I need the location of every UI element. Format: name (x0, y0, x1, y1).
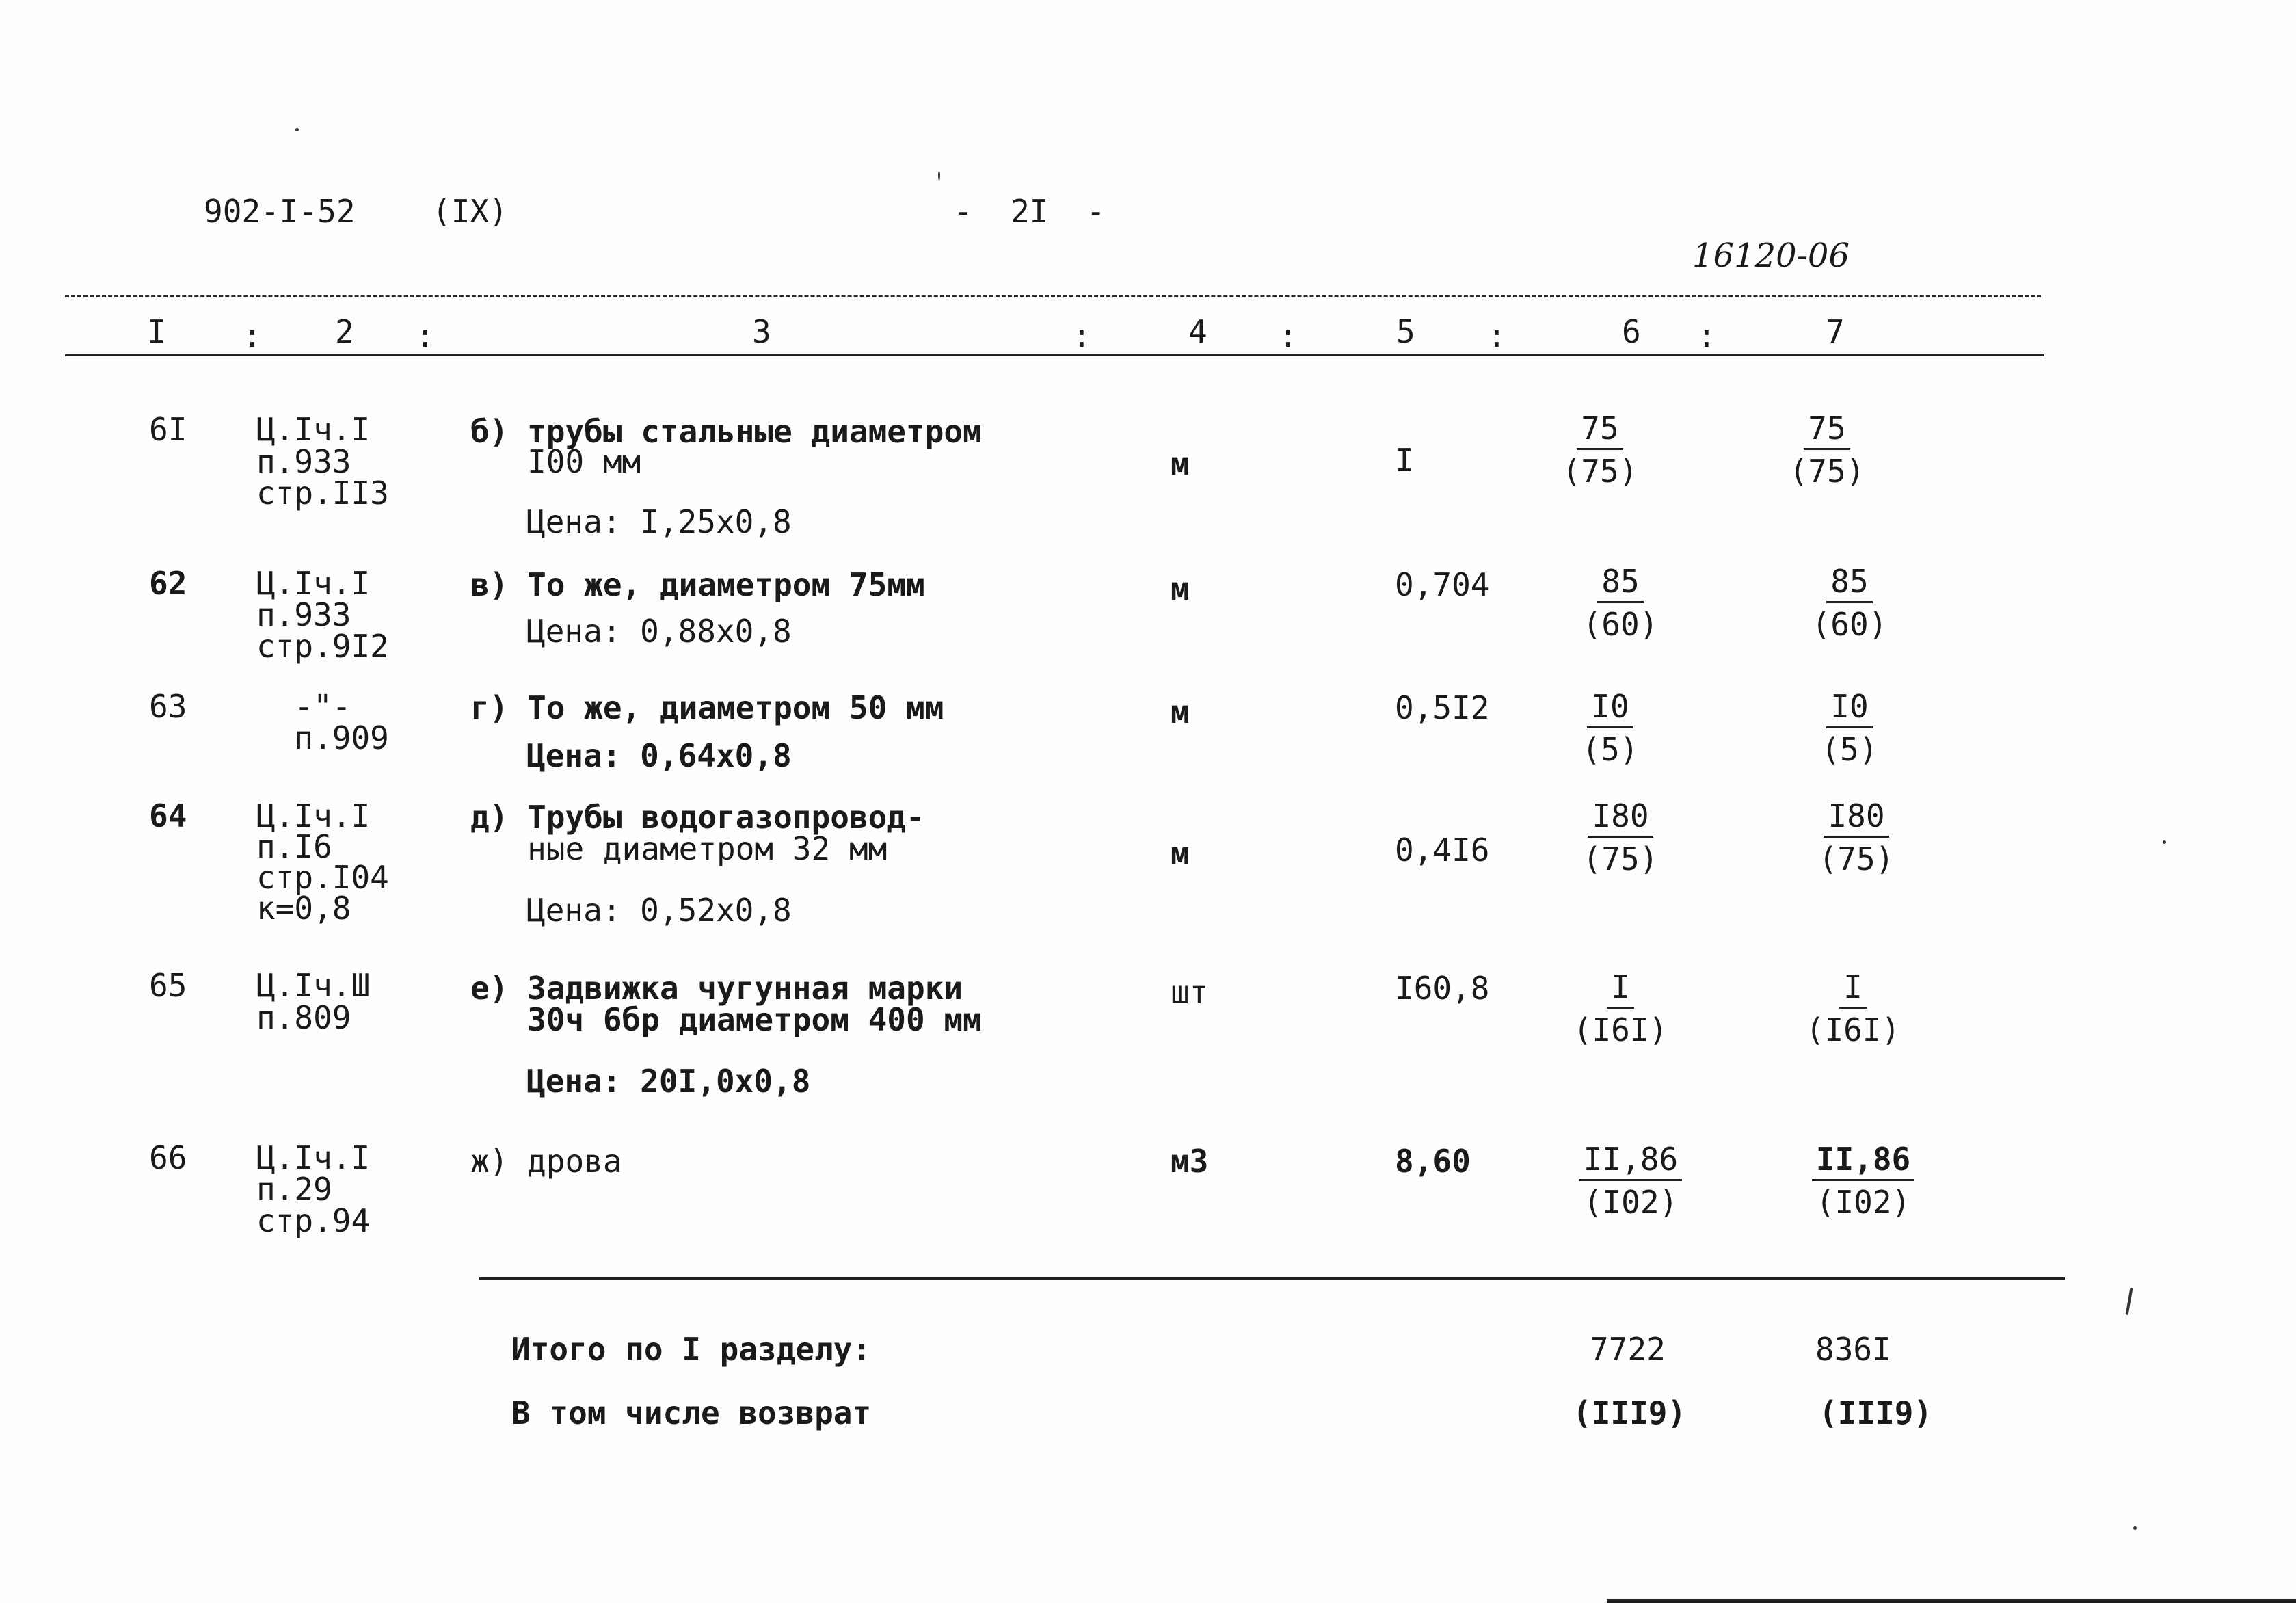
col7-value: I80 (1824, 800, 1888, 838)
row-price: Цена: 20I,0x0,8 (526, 1063, 811, 1100)
col6-value: I80 (1588, 800, 1653, 838)
page-number: - 2I - (954, 193, 1106, 230)
row-reference: п.29 (256, 1171, 332, 1208)
row-number: 62 (149, 565, 187, 602)
row-reference: п.933 (256, 443, 351, 480)
column-separator: : (1072, 317, 1091, 354)
row-reference: Ц.Iч.Ш (256, 967, 371, 1004)
col6-value: II,86 (1579, 1143, 1682, 1181)
col7-fraction (1805, 1141, 1921, 1221)
row-reference: Ц.Iч.I (256, 565, 371, 602)
col7-fraction (1805, 688, 1894, 768)
row-description: г) То же, диаметром 50 мм (470, 689, 944, 726)
scan-speck (2126, 1288, 2133, 1315)
col7-return: (I6I) (1805, 1011, 1901, 1048)
column-separator: : (1487, 317, 1506, 354)
col6-return: (75) (1562, 453, 1638, 490)
column-header-7: 7 (1826, 313, 1845, 350)
col6-fraction (1559, 563, 1682, 643)
row-description: ж) дрова (470, 1143, 622, 1180)
row-reference: п.933 (256, 596, 351, 633)
col7-fraction (1805, 797, 1908, 877)
col7-return: (75) (1818, 840, 1895, 877)
col6-value: I0 (1587, 691, 1633, 728)
row-price: Цена: 0,64x0,8 (526, 737, 792, 774)
row-description: д) Трубы водогазопровод- (470, 799, 925, 836)
return-col6: (III9) (1573, 1394, 1687, 1431)
totals-col6: 7722 (1590, 1331, 1666, 1368)
col6-fraction (1573, 968, 1668, 1048)
col6-fraction (1559, 797, 1682, 877)
row-number: 65 (149, 967, 187, 1004)
row-quantity: I (1395, 442, 1414, 479)
return-col7: (III9) (1819, 1394, 1933, 1431)
row-reference: стр.I04 (256, 859, 389, 896)
col7-value: 75 (1804, 412, 1850, 450)
row-quantity: 0,4I6 (1395, 832, 1490, 869)
row-price: Цена: 0,52x0,8 (526, 892, 792, 929)
col6-value: 75 (1577, 412, 1623, 450)
row-number: 6I (149, 411, 187, 448)
col7-return: (75) (1789, 453, 1865, 490)
col7-value: 85 (1826, 566, 1872, 603)
col6-value: 85 (1597, 566, 1643, 603)
row-unit: м (1171, 835, 1190, 872)
column-separator: : (416, 317, 435, 354)
col6-return: (60) (1582, 606, 1659, 643)
row-unit: м (1171, 570, 1190, 607)
col6-fraction (1559, 410, 1641, 490)
row-reference: стр.II3 (256, 475, 389, 512)
row-reference: Ц.Iч.I (256, 797, 371, 834)
row-unit: шт (1171, 974, 1209, 1011)
column-header-4: 4 (1188, 313, 1207, 350)
header-top-rule (65, 295, 2041, 297)
col6-value: I (1607, 971, 1634, 1009)
col7-value: II,86 (1812, 1143, 1914, 1181)
scan-speck (2163, 840, 2166, 844)
totals-col7: 836I (1815, 1331, 1891, 1368)
row-unit: м (1171, 693, 1190, 730)
scan-speck (2133, 1526, 2137, 1530)
col6-fraction (1573, 1141, 1689, 1221)
col7-fraction (1805, 968, 1901, 1048)
col6-return: (I6I) (1573, 1011, 1668, 1048)
col7-return: (I02) (1815, 1184, 1911, 1221)
row-reference: -"- (256, 688, 351, 725)
document-code: 902-I-52 (204, 193, 356, 230)
col7-return: (60) (1811, 606, 1888, 643)
row-reference: Ц.Iч.I (256, 1139, 371, 1176)
column-separator: : (1697, 317, 1716, 354)
row-description: I00 мм (470, 443, 641, 480)
row-reference: п.I6 (256, 828, 332, 865)
column-separator: : (1279, 317, 1298, 354)
section-number: (IX) (432, 193, 508, 230)
col7-value: I0 (1826, 691, 1872, 728)
column-header-5: 5 (1396, 313, 1415, 350)
col7-fraction (1808, 563, 1891, 643)
row-reference: п.809 (256, 999, 351, 1036)
row-quantity: I60,8 (1395, 970, 1490, 1007)
reference-number: 16120-06 (1692, 237, 1850, 275)
return-label: В том числе возврат (511, 1394, 872, 1431)
column-header-2: 2 (335, 313, 354, 350)
row-unit: м (1171, 445, 1190, 482)
row-price: Цена: I,25x0,8 (526, 503, 792, 540)
row-reference: к=0,8 (256, 890, 351, 927)
row-description: е) Задвижка чугунная марки (470, 970, 963, 1007)
row-number: 64 (149, 797, 187, 834)
col6-return: (I02) (1583, 1184, 1679, 1221)
row-reference: стр.94 (256, 1202, 371, 1239)
row-reference: Ц.Iч.I (256, 411, 371, 448)
col6-fraction (1559, 688, 1661, 768)
header-bottom-rule (65, 354, 2044, 356)
row-description: 30ч 6бр диаметром 400 мм (470, 1001, 982, 1038)
row-description: б) трубы стальные диаметром (470, 413, 982, 450)
row-number: 63 (149, 688, 187, 725)
row-price: Цена: 0,88x0,8 (526, 613, 792, 650)
bottom-edge-rule (1607, 1599, 2296, 1603)
scan-speck (938, 171, 940, 181)
totals-rule (479, 1277, 2065, 1280)
row-reference: п.909 (256, 719, 389, 756)
column-header-6: 6 (1622, 313, 1641, 350)
col6-return: (75) (1582, 840, 1659, 877)
row-quantity: 8,60 (1395, 1143, 1471, 1180)
row-number: 66 (149, 1139, 187, 1176)
row-quantity: 0,704 (1395, 566, 1490, 603)
column-header-3: 3 (752, 313, 771, 350)
row-unit: м3 (1171, 1143, 1209, 1180)
totals-label: Итого по I разделу: (511, 1331, 872, 1368)
row-reference: стр.9I2 (256, 628, 389, 665)
row-description: ные диаметром 32 мм (470, 830, 887, 867)
column-separator: : (243, 317, 262, 354)
col6-return: (5) (1581, 731, 1639, 768)
row-description: в) То же, диаметром 75мм (470, 566, 925, 603)
col7-return: (5) (1821, 731, 1878, 768)
column-header-1: I (147, 313, 166, 350)
col7-fraction (1786, 410, 1868, 490)
scan-speck (295, 128, 299, 131)
row-quantity: 0,5I2 (1395, 689, 1490, 726)
col7-value: I (1839, 971, 1867, 1009)
